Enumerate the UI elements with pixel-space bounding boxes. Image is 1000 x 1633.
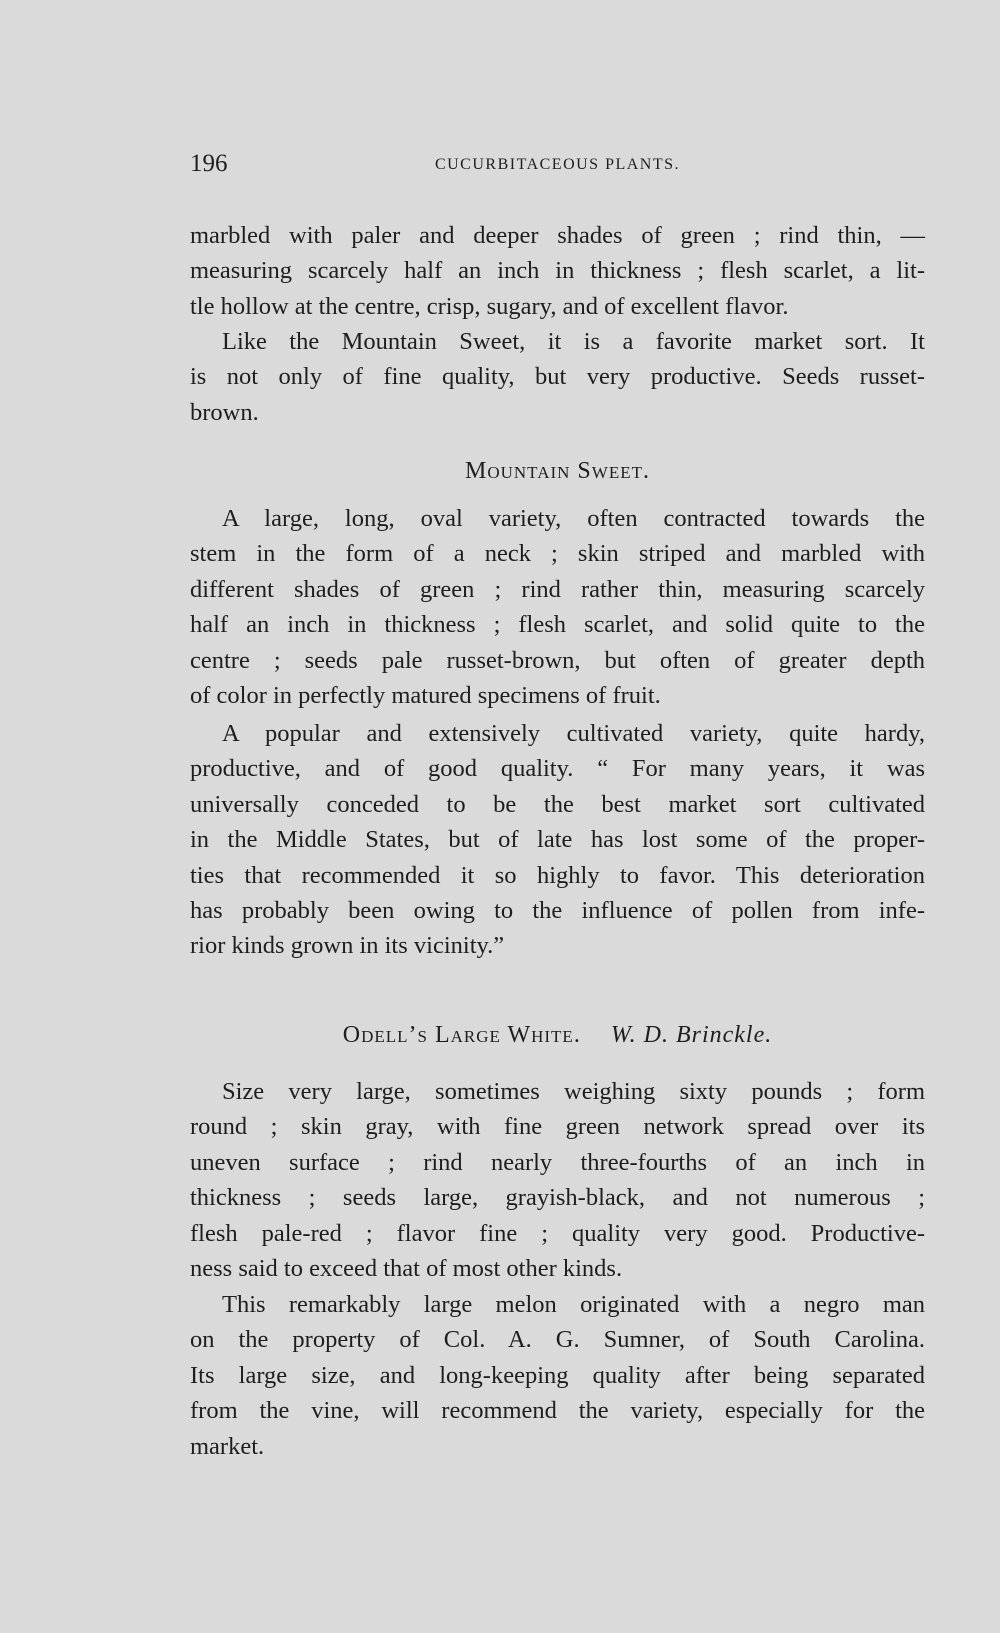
text-line: Its large size, and long-keeping quality after being separated bbox=[190, 1361, 925, 1389]
paragraph-mountain-sweet-popularity bbox=[190, 716, 925, 964]
paragraph-odells-description bbox=[190, 1074, 925, 1286]
text-line: in the Middle States, but of late has lost some of the proper- bbox=[190, 826, 925, 854]
variety-author: W. D. Brinckle. bbox=[610, 1022, 773, 1048]
text-line: flesh pale-red ; flavor fine ; quality very good. Productive- bbox=[190, 1219, 925, 1247]
text-line: Like the Mountain Sweet, it is a favorite market sort. It bbox=[222, 328, 925, 355]
text-line: This remarkably large melon originated with a negro man bbox=[222, 1291, 925, 1318]
text-line: half an inch in thickness ; flesh scarlet, and solid quite to the bbox=[190, 611, 925, 639]
text-line: stem in the form of a neck ; skin striped and marbled with bbox=[190, 540, 925, 568]
text-line: Size very large, sometimes weighing sixty pounds ; form bbox=[222, 1078, 925, 1105]
text-line: on the property of Col. A. G. Sumner, of South Carolina. bbox=[190, 1326, 925, 1354]
running-title: CUCURBITACEOUS PLANTS. bbox=[434, 156, 681, 173]
text-line: brown. bbox=[190, 398, 259, 426]
text-line: ness said to exceed that of most other kinds. bbox=[190, 1254, 623, 1282]
text-line: marbled with paler and deeper shades of green ; rind thin, — bbox=[190, 222, 925, 249]
text-line: rior kinds grown in its vicinity.” bbox=[190, 932, 505, 960]
text-line: is not only of fine quality, but very productive. Seeds russet- bbox=[190, 363, 925, 391]
text-line: from the vine, will recommend the variety, especially for the bbox=[190, 1397, 925, 1425]
text-line: A popular and extensively cultivated variety, quite hardy, bbox=[222, 720, 925, 747]
paragraph-odells-origin bbox=[190, 1287, 925, 1464]
text-line: uneven surface ; rind nearly three-fourths of an inch in bbox=[190, 1148, 925, 1176]
paragraph-mountain-sweet-description bbox=[190, 501, 925, 713]
text-line: universally conceded to be the best market sort cultivated bbox=[190, 790, 925, 818]
text-line: ties that recommended it so highly to favor. This deterioration bbox=[190, 861, 925, 889]
paragraph-like-mountain-sweet bbox=[190, 324, 925, 430]
text-line: A large, long, oval variety, often contracted towards the bbox=[222, 505, 925, 532]
text-line: different shades of green ; rind rather thin, measuring scarcely bbox=[190, 575, 925, 603]
text-line: has probably been owing to the influence of pollen from infe- bbox=[190, 896, 925, 924]
section-heading-odells-large-white bbox=[190, 1022, 925, 1049]
variety-name: Odell’s Large White. bbox=[342, 1022, 581, 1048]
text-line: of color in perfectly matured specimens of fruit. bbox=[190, 681, 661, 709]
page-number: 196 bbox=[190, 150, 228, 177]
text-line: round ; skin gray, with fine green network spread over its bbox=[190, 1113, 925, 1141]
text-line: tle hollow at the centre, crisp, sugary, and of excellent flavor. bbox=[190, 292, 789, 320]
text-line: centre ; seeds pale russet-brown, but often of greater depth bbox=[190, 646, 925, 674]
section-heading-mountain-sweet: Mountain Sweet. bbox=[465, 458, 650, 484]
text-line: productive, and of good quality. “ For many years, it was bbox=[190, 755, 925, 783]
text-line: measuring scarcely half an inch in thickness ; flesh scarlet, a lit- bbox=[190, 257, 925, 285]
text-line: market. bbox=[190, 1432, 265, 1460]
paragraph-continued bbox=[190, 218, 925, 324]
running-header bbox=[190, 150, 925, 180]
text-line: thickness ; seeds large, grayish-black, and not numerous ; bbox=[190, 1184, 925, 1212]
